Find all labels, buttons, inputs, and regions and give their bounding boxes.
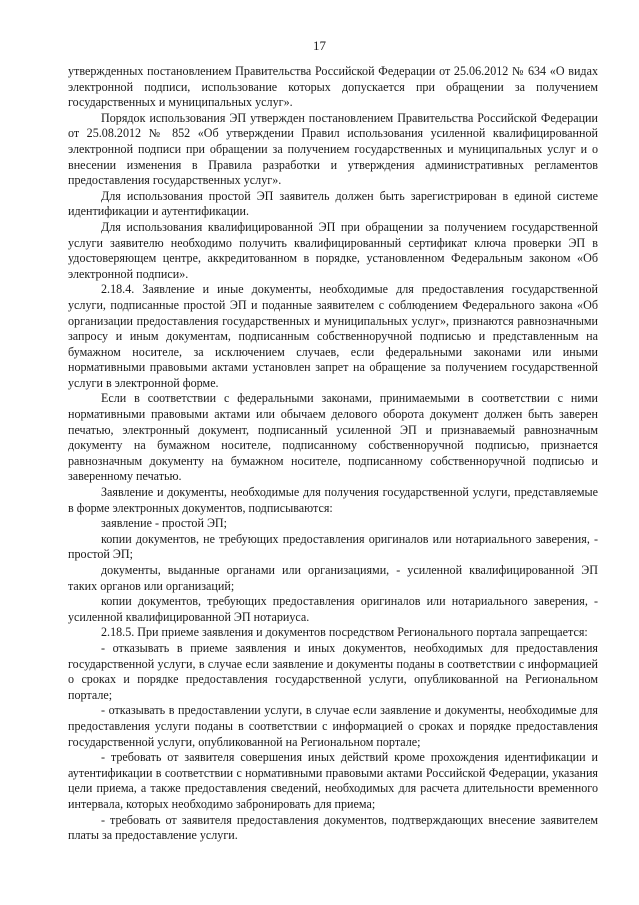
list-item: - требовать от заявителя совершения иных действий кроме прохождения идентификации и аутентификации в соответствии с нормативными правовыми актами Российской Федерации, указания цели приема, а также предоставления сведений, необходимых для расчета длительности временного интервала, которых необходимо забронировать для приема; — [68, 750, 598, 811]
list-item: заявление - простой ЭП; — [101, 516, 228, 531]
paragraph-continuation: утвержденных постановлением Правительства Российской Федерации от 25.06.2012 № 634 «О видах электронной подписи, использование которых допускается при обращении за получением государственных и муниципальных услуг». — [68, 64, 598, 110]
paragraph-2-18-5: 2.18.5. При приеме заявления и документов посредством Регионального портала запрещается: — [101, 625, 588, 640]
list-item: документы, выданные органами или организациями, - усиленной квалифицированной ЭП таких органов или организаций; — [68, 563, 598, 593]
document-body — [68, 64, 598, 844]
paragraph-seal-equivalence: Если в соответствии с федеральными законами, принимаемыми в соответствии с ними нормативными правовыми актами или обычаем делового оборота документ должен быть заверен печатью, электронный документ, подписанный усиленной ЭП и признаваемый равнозначным документу на бумажном носителе, подписанному собственноручной подписью, признается равнозначным документу на бумажном носителе, подписанному собственноручной подписью и заверенному печатью. — [68, 391, 598, 484]
list-item: копии документов, не требующих предоставления оригиналов или нотариального заверения, - простой ЭП; — [68, 531, 598, 562]
paragraph-signing-intro: Заявление и документы, необходимые для получения государственной услуги, представляемые в форме электронных документов, подписываются: — [68, 485, 598, 515]
paragraph-procedure: Порядок использования ЭП утвержден постановлением Правительства Российской Федерации от 25.08.2012 № 852 «Об утверждении Правил использования усиленной квалифицированной электронной подписи при обращении за получением государственных и муниципальных услуг и о внесении изменения в Правила разработки и утверждения административных регламентов предоставления государственных услуг». — [68, 110, 598, 188]
paragraph-2-18-4: 2.18.4. Заявление и иные документы, необходимые для предоставления государственной услуги, подписанные простой ЭП и поданные заявителем с соблюдением Федерального закона «Об организации предоставления государственных и муниципальных услуг», признаются равнозначными запросу и иным документам, подписанным собственноручной подписью и представленным на бумажном носителе, за исключением случаев, если федеральными законами или иными нормативными правовыми актами установлен запрет на обращение за получением государственной услуги в электронной форме. — [68, 282, 598, 390]
paragraph-simple-signature: Для использования простой ЭП заявитель должен быть зарегистрирован в единой системе идентификации и аутентификации. — [68, 188, 598, 219]
list-item: - отказывать в предоставлении услуги, в случае если заявление и документы, необходимые для предоставления услуги поданы в соответствии с информацией о сроках и порядке предоставления государственной услуги, опубликованной на Региональном портале; — [68, 703, 598, 749]
page-number: 17 — [313, 38, 326, 53]
list-item: - требовать от заявителя предоставления документов, подтверждающих внесение заявителем платы за предоставление услуги. — [68, 812, 598, 843]
list-item: копии документов, требующих предоставления оригиналов или нотариального заверения, - усиленной квалифицированной ЭП нотариуса. — [68, 594, 598, 624]
paragraph-qualified-signature: Для использования квалифицированной ЭП при обращении за получением государственной услуги заявителю необходимо получить квалифицированный сертификат ключа проверки ЭП в удостоверяющем центре, аккредитованном в порядке, установленном Федеральным законом «Об электронной подписи». — [68, 219, 598, 281]
list-item: - отказывать в приеме заявления и иных документов, необходимых для предоставления государственной услуги, в случае если заявление и документы поданы в соответствии с информацией о сроках и порядке предоставления государственной услуги, опубликованной на Региональном портале; — [68, 640, 598, 702]
